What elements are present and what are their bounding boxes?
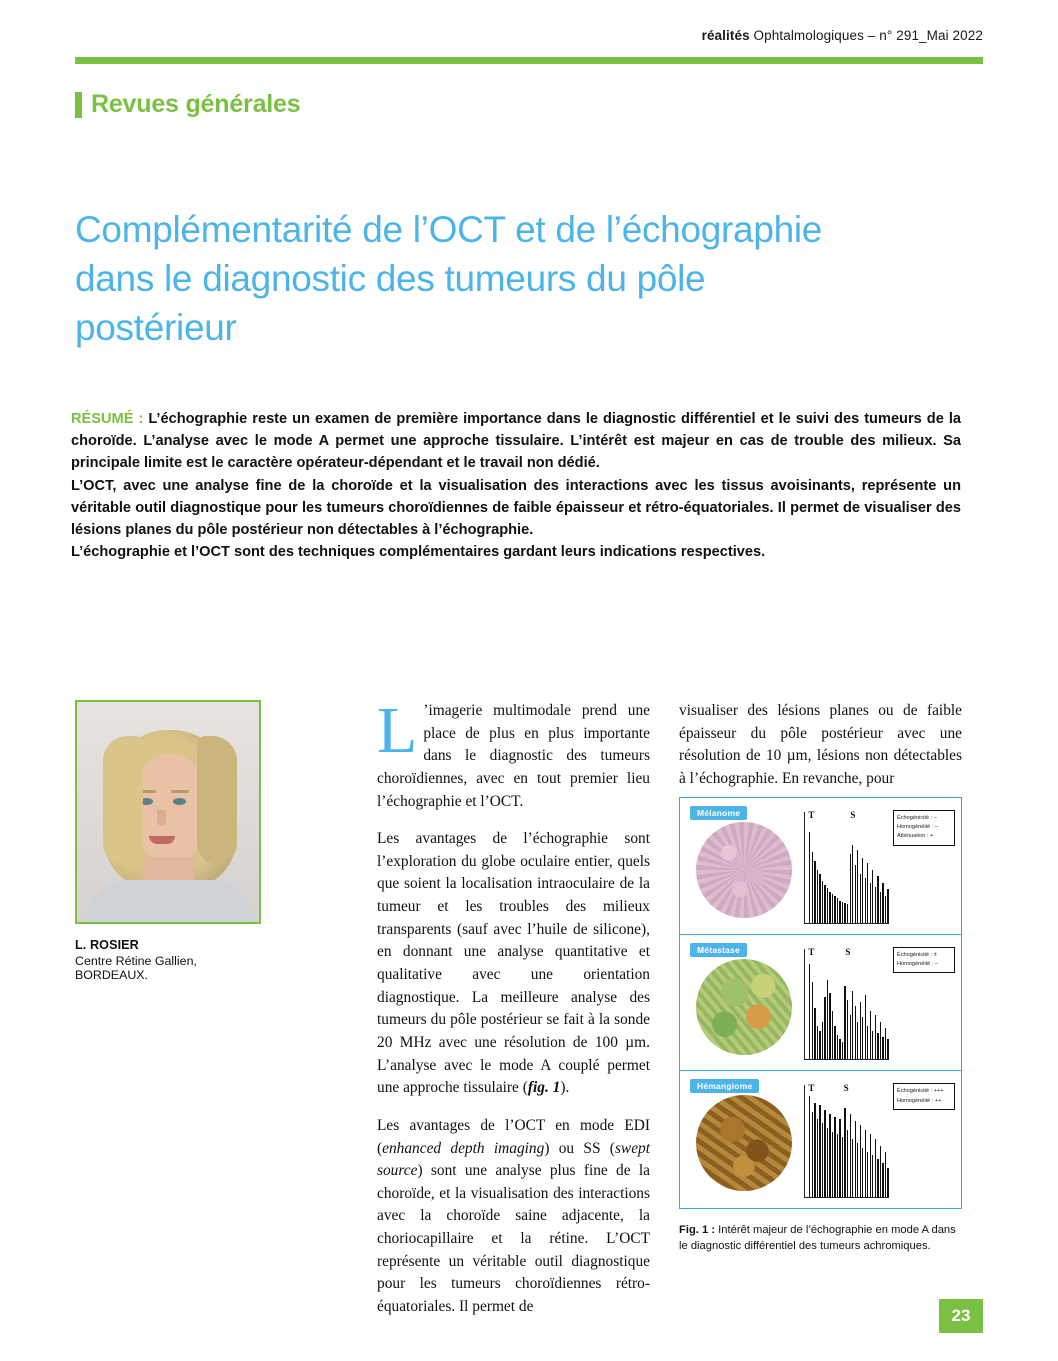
marker-s: S: [850, 810, 856, 820]
body-paragraph-1: [377, 694, 650, 813]
journal-name: réalités: [701, 28, 750, 43]
abstract-label: RÉSUMÉ :: [71, 411, 144, 427]
photo-hair-front-right: [197, 736, 237, 864]
marker-t: T: [808, 946, 815, 957]
marker-t: T: [808, 1083, 815, 1094]
figure-reference: fig. 1: [527, 1079, 561, 1097]
marker-s: S: [843, 1083, 849, 1094]
figure-row-metastase: [680, 935, 961, 1072]
abstract-paragraph-2: L’OCT, avec une analyse fine de la choroïde et la visualisation des interactions avec les tissus avoisinants, représente un véritable outil diagnostique pour les tumeurs choroïdiennes de faible épaisseur et rétro-équatoriales. Il permet de visualiser des lésions planes du pôle postérieur non détectables à l’échographie.: [71, 477, 961, 538]
author-name: L. ROSIER: [75, 938, 139, 952]
histology-image-hemangiome: [696, 1095, 792, 1191]
legend-line: Homogénéité : –: [897, 960, 939, 967]
legend-line: Échogénicité : +++: [897, 1088, 944, 1095]
figure-row-label: Hémangiome: [690, 1079, 759, 1093]
photo-hair-front-left: [103, 736, 143, 864]
body-paragraph-3: [377, 1115, 650, 1319]
figure-row-hemangiome: [680, 1071, 961, 1208]
rubric-label: Revues générales: [91, 90, 301, 118]
histology-image-melanome: [696, 822, 792, 918]
abstract-paragraph-3: L’échographie et l’OCT sont des techniques complémentaires gardant leurs indications respectives.: [71, 544, 766, 561]
author-affiliation: Centre Rétine Gallien, BORDEAUX.: [75, 954, 197, 982]
figure-1: [679, 797, 962, 1209]
figure-caption: [679, 1222, 964, 1254]
photo-eye-right: [173, 798, 186, 805]
body-italic-1: enhanced depth imaging: [382, 1139, 545, 1157]
photo-mouth: [149, 836, 175, 844]
body-column-middle: [377, 694, 650, 1319]
legend-line: Homogénéité : –: [897, 824, 939, 831]
figure-row-label: Mélanome: [690, 806, 747, 820]
figure-legend-box-hemangiome: [893, 1083, 955, 1109]
abstract-text-1: L’échographie reste un examen de première importance dans le diagnostic différentiel et le suivi des tumeurs de la choroïde. L’analyse avec le mode A permet une approche tissulaire. L’intérêt est majeur en cas de trouble des milieux. Sa principale limite est le caractère opérateur-dépendant et le travail non dédié.: [71, 411, 961, 472]
photo-nose: [157, 810, 166, 826]
figure-row-label: Métastase: [690, 943, 747, 957]
a-scan-plot-metastase: [804, 946, 889, 1061]
section-rubric: [75, 90, 300, 119]
figure-row-melanome: [680, 798, 961, 935]
a-scan-trace: [805, 946, 889, 1060]
marker-t: T: [808, 810, 815, 820]
body-paragraph-3-c: ) sont une analyse plus fine de la choroïde, et la visualisation des interactions avec la choroïde saine adjacente, la choriocapillaire et la rétine. L’OCT représente un véritable outil diagnostique pour les tumeurs choroïdiennes rétro-équatoriales. Il permet de: [377, 1162, 650, 1316]
a-scan-trace: [805, 812, 889, 923]
issue-info: Ophtalmologiques – n° 291_Mai 2022: [749, 28, 983, 43]
body-paragraph-2-text: Les avantages de l’échographie sont l’exploration du globe oculaire entier, quels que soient la localisation intraoculaire de la tumeur et les troubles des milieux transparents (sauf avec l’huile de silicone), en donnant une analyse quantitative et qualitative avec une orientation diagnostique. La meilleure analyse des tumeurs du pôle postérieur se fait à la sonde 20 MHz avec une résolution de 100 µm. L’analyse avec le mode A couplé permet une approche tissulaire (: [377, 830, 650, 1097]
legend-line: Échogénicité : ±: [897, 951, 937, 958]
author-photo: [75, 700, 261, 924]
legend-line: Échogénicité : –: [897, 815, 937, 821]
legend-line: Homogénéité : ++: [897, 1097, 942, 1104]
photo-shoulders: [87, 880, 253, 922]
figure-legend-box-metastase: [893, 947, 955, 973]
a-scan-trace: [805, 1085, 889, 1197]
body-column-right: [679, 700, 962, 791]
a-scan-plot-hemangiome: [804, 1085, 889, 1198]
abstract: [71, 408, 961, 563]
body-paragraph-2: [377, 828, 650, 1100]
body-paragraph-3-a: Les avantages de l’OCT en mode EDI (: [377, 1116, 650, 1157]
rubric-bar-icon: [75, 92, 82, 118]
drop-cap: L: [377, 694, 418, 767]
body-paragraph-2-end: ).: [560, 1079, 570, 1097]
header-rule: [75, 57, 983, 64]
a-scan-plot-melanome: [804, 812, 889, 924]
page-title: Complémentarité de l’OCT et de l’échographie dans le diagnostic des tumeurs du pôle postérieur: [75, 208, 823, 349]
photo-brow-right: [171, 790, 189, 793]
page-number: 23: [939, 1299, 983, 1333]
histology-image-metastase: [696, 959, 792, 1055]
figure-legend-box-melanome: [893, 810, 955, 846]
running-head: [702, 28, 983, 43]
marker-s: S: [845, 946, 851, 957]
body-italic-2: swept source: [377, 1139, 650, 1180]
legend-line: Atténuation : +: [897, 833, 934, 840]
abstract-paragraph-1: [71, 408, 961, 475]
body-paragraph-3-b: ) ou SS (: [544, 1139, 615, 1157]
figure-caption-text: Intérêt majeur de l’échographie en mode A dans le diagnostic différentiel des tumeurs achromiques.: [679, 1224, 956, 1253]
author-block: [75, 700, 261, 982]
body-paragraph-4: visualiser des lésions planes ou de faible épaisseur du pôle postérieur avec une résolution de 10 µm, lésions non détectables à l’échographie. En revanche, pour: [679, 702, 962, 787]
figure-caption-label: Fig. 1 :: [679, 1224, 716, 1236]
body-paragraph-1-text: ’imagerie multimodale prend une place de plus en plus importante dans le diagnostic des tumeurs choroïdiennes, avec en tout premier lieu l’échographie et l’OCT.: [377, 702, 650, 810]
